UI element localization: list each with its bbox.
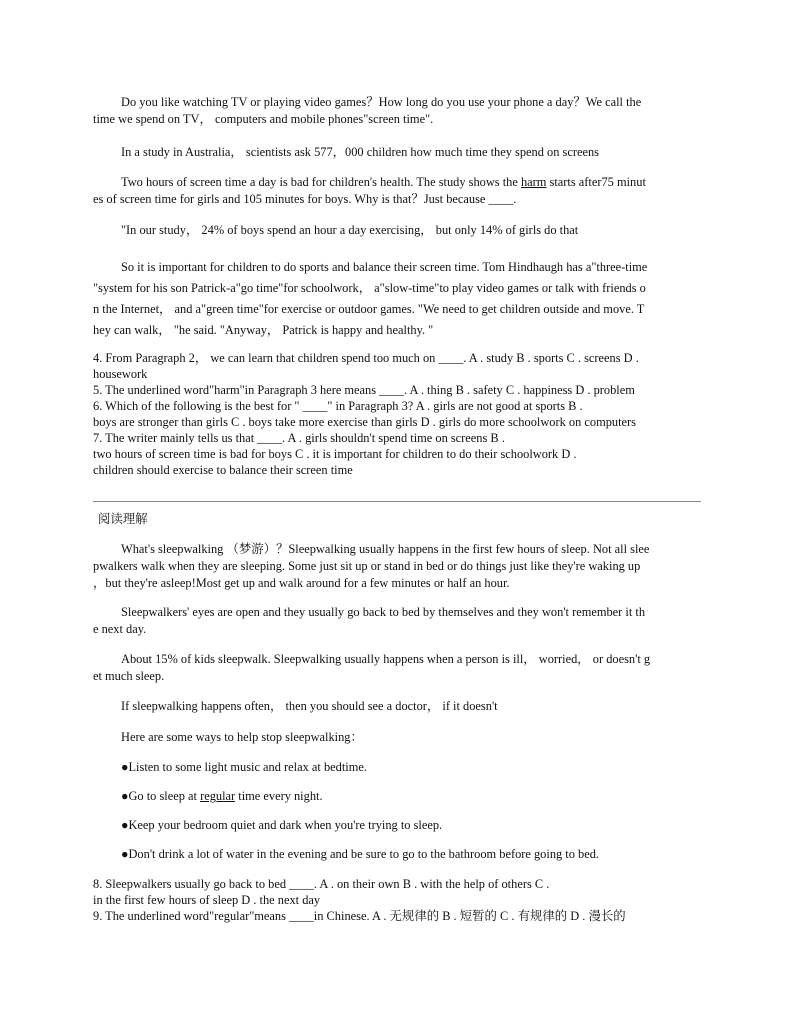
question-line: two hours of screen time is bad for boys C . it is important for children to do their schoolwork D . (93, 447, 577, 461)
text-segment: starts after75 minut (546, 175, 646, 189)
passage2-paragraph-1 (93, 541, 701, 592)
text-line: time we spend on TV， computers and mobile phones"screen time". (93, 112, 434, 126)
text-line: es of screen time for girls and 105 minutes for boys. Why is that？Just because ____. (93, 192, 517, 206)
bullet-item (93, 759, 701, 776)
passage2-paragraph-3 (93, 651, 701, 685)
text-line: About 15% of kids sleepwalk. Sleepwalking usually happens when a person is ill， worried， or doesn't g (121, 652, 651, 666)
text-line: ，but they're asleep!Most get up and walk around for a few minutes or half an hour. (93, 576, 510, 590)
passage2-paragraph-5 (93, 729, 701, 746)
question-line: 9. The underlined word"regular"means ____in Chinese. A . 无规律的 B . 短暂的 C . 有规律的 D . 漫长的 (93, 909, 626, 923)
passage2-paragraph-2 (93, 604, 701, 638)
question-line: housework (93, 367, 148, 381)
text-line: ●Keep your bedroom quiet and dark when you're trying to sleep. (121, 818, 443, 832)
text-line: "system for his son Patrick-a"go time"for schoolwork， a"slow-time"to play video games or talk with friends o (93, 281, 646, 295)
text-line: If sleepwalking happens often， then you should see a doctor， if it doesn't (121, 699, 498, 713)
passage1-paragraph-3 (93, 174, 701, 208)
text-line: et much sleep. (93, 669, 165, 683)
question-line: 7. The writer mainly tells us that ____. A . girls shouldn't spend time on screens B . (93, 431, 505, 445)
text-line: hey can walk， "he said. "Anyway， Patrick is happy and healthy. " (93, 323, 434, 337)
question-line: in the first few hours of sleep D . the next day (93, 893, 321, 907)
text-line: ●Listen to some light music and relax at bedtime. (121, 760, 367, 774)
question-line: 5. The underlined word"harm"in Paragraph 3 here means ____. A . thing B . safety C . happiness D . problem (93, 383, 635, 397)
question-line: 8. Sleepwalkers usually go back to bed ____. A . on their own B . with the help of others C . (93, 877, 550, 891)
passage1-paragraph-4 (93, 222, 701, 239)
text-segment: ●Go to sleep at (121, 789, 201, 803)
text-line: n the Internet， and a"green time"for exercise or outdoor games. "We need to get children outside and move. T (93, 302, 645, 316)
text-line: ●Don't drink a lot of water in the evening and be sure to go to the bathroom before going to bed. (121, 847, 600, 861)
bullet-item (93, 817, 701, 834)
text-line: pwalkers walk when they are sleeping. Some just sit up or stand in bed or do things just like they're waking up (93, 559, 641, 573)
section-divider (93, 501, 701, 502)
passage2-paragraph-4 (93, 698, 701, 715)
question-line: children should exercise to balance their screen time (93, 463, 353, 477)
questions-block-1 (93, 350, 703, 478)
questions-block-2 (93, 876, 703, 924)
bullet-item (93, 846, 701, 863)
text-line: e next day. (93, 622, 147, 636)
text-line: So it is important for children to do sports and balance their screen time. Tom Hindhaugh has a"three-time (121, 260, 648, 274)
text-line (93, 174, 701, 191)
text-line: Sleepwalkers' eyes are open and they usually go back to bed by themselves and they won't remember it th (121, 605, 646, 619)
text-segment: time every night. (235, 789, 323, 803)
text-line (93, 788, 701, 805)
passage1-paragraph-5 (93, 257, 701, 341)
text-line: What's sleepwalking （梦游）？Sleepwalking usually happens in the first few hours of sleep. Not all slee (121, 542, 650, 556)
question-line: 6. Which of the following is the best for " ____" in Paragraph 3? A . girls are not good at sports B . (93, 399, 583, 413)
bullet-item (93, 788, 701, 805)
underlined-word-harm: harm (520, 175, 547, 189)
text-segment: Two hours of screen time a day is bad for children's health. The study shows the (121, 175, 521, 189)
section-title: 阅读理解 (98, 512, 148, 526)
text-line: "In our study， 24% of boys spend an hour a day exercising， but only 14% of girls do that (121, 223, 579, 237)
underlined-word-regular: regular (200, 789, 236, 803)
text-line: Do you like watching TV or playing video games？How long do you use your phone a day？We call the (121, 95, 642, 109)
text-line: Here are some ways to help stop sleepwalking： (121, 730, 363, 744)
question-line: 4. From Paragraph 2， we can learn that children spend too much on ____. A . study B . sports C . screens D . (93, 351, 639, 365)
question-line: boys are stronger than girls C . boys take more exercise than girls D . girls do more schoolwork on computers (93, 415, 637, 429)
passage1-paragraph-1 (93, 94, 701, 128)
text-line: In a study in Australia， scientists ask 577，000 children how much time they spend on screens (121, 145, 599, 159)
passage1-paragraph-2 (93, 144, 701, 161)
